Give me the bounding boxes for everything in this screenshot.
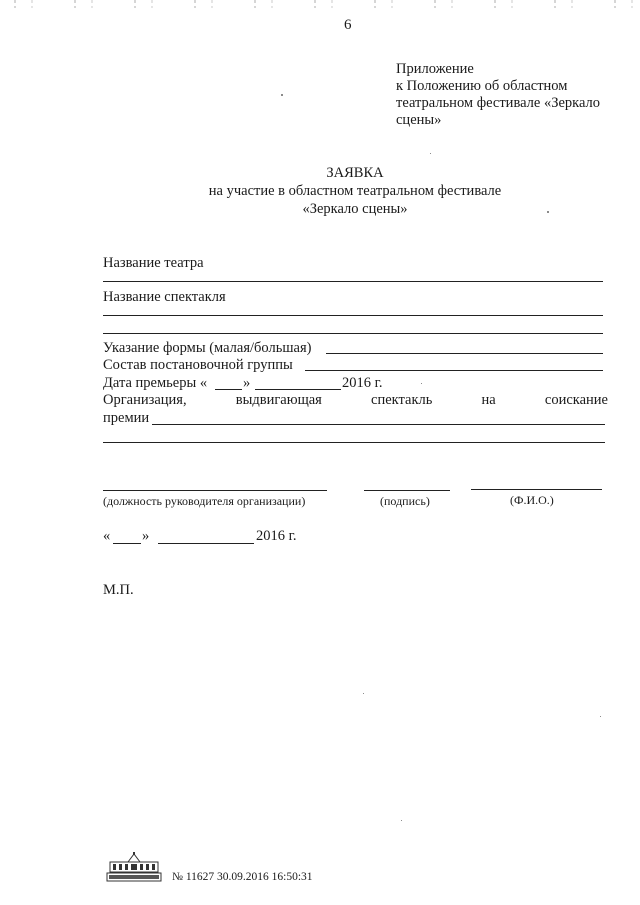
premiere-month-line bbox=[255, 389, 341, 390]
page-number: 6 bbox=[344, 17, 352, 33]
signature-line bbox=[364, 490, 450, 491]
seal-label: М.П. bbox=[103, 582, 134, 598]
org-word-2: выдвигающая bbox=[235, 392, 322, 408]
fio-line bbox=[471, 489, 602, 490]
scan-speck bbox=[363, 693, 364, 694]
form-subtitle-1: на участие в областном театральном фестивале bbox=[208, 183, 502, 199]
org-word-1: Организация, bbox=[103, 392, 187, 408]
premiere-day-line bbox=[215, 389, 242, 390]
registry-logo-icon bbox=[106, 852, 162, 882]
form-type-label: Указание формы (малая/большая) bbox=[103, 340, 312, 356]
play-name-label: Название спектакля bbox=[103, 289, 226, 305]
appendix-line-3: театральном фестивале «Зеркало bbox=[396, 95, 601, 111]
date-year: 2016 г. bbox=[256, 528, 297, 544]
appendix-line-4: сцены» bbox=[396, 112, 442, 128]
scan-speck bbox=[401, 820, 402, 821]
position-line bbox=[103, 490, 327, 491]
prize-line-1 bbox=[152, 424, 605, 425]
prize-line-2 bbox=[103, 442, 605, 443]
date-month-line bbox=[158, 543, 254, 544]
cast-line bbox=[305, 370, 603, 371]
prize-label: премии bbox=[103, 410, 150, 426]
scan-speck bbox=[430, 153, 431, 154]
registration-mark: № 11627 30.09.2016 16:50:31 bbox=[172, 871, 313, 883]
premiere-close-quote: » bbox=[243, 375, 251, 391]
theatre-name-line bbox=[103, 281, 603, 282]
play-name-line-1 bbox=[103, 315, 603, 316]
theatre-name-label: Название театра bbox=[103, 255, 204, 271]
form-type-line bbox=[326, 353, 603, 354]
premiere-label: Дата премьеры « bbox=[103, 375, 208, 391]
date-open-quote: « bbox=[103, 528, 111, 544]
appendix-line-1: Приложение bbox=[396, 61, 474, 77]
form-subtitle-2: «Зеркало сцены» bbox=[302, 201, 408, 217]
cast-label: Состав постановочной группы bbox=[103, 357, 293, 373]
fio-caption: (Ф.И.О.) bbox=[510, 493, 554, 507]
appendix-line-2: к Положению об областном bbox=[396, 78, 568, 94]
org-word-3: спектакль bbox=[371, 392, 433, 408]
scan-speck bbox=[421, 383, 422, 384]
scan-speck bbox=[600, 716, 601, 717]
premiere-year: 2016 г. bbox=[342, 375, 383, 391]
appendix-block bbox=[396, 61, 600, 129]
play-name-line-2 bbox=[103, 333, 603, 334]
org-word-5: соискание bbox=[544, 392, 608, 408]
position-caption: (должность руководителя организации) bbox=[103, 494, 306, 508]
scan-speck bbox=[281, 94, 283, 96]
scan-speck bbox=[547, 211, 549, 213]
date-close-quote: » bbox=[142, 528, 150, 544]
organization-line bbox=[103, 392, 608, 409]
form-title: ЗАЯВКА bbox=[326, 165, 384, 181]
signature-caption: (подпись) bbox=[380, 494, 430, 508]
date-day-line bbox=[113, 543, 141, 544]
scan-edge-artifact bbox=[0, 0, 640, 14]
org-word-4: на bbox=[481, 392, 496, 408]
